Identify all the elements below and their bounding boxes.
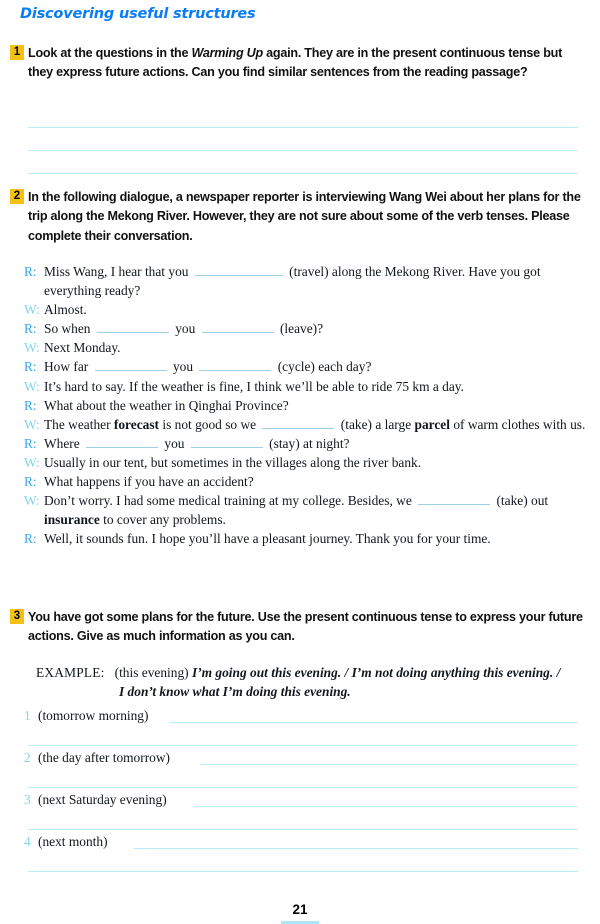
page-number-box bbox=[281, 901, 319, 924]
prompt-label: (the day after tomorrow) bbox=[38, 750, 170, 765]
fill-in-blank[interactable] bbox=[418, 492, 490, 505]
answer-line[interactable] bbox=[28, 829, 578, 830]
speaker-label-wangwei: W: bbox=[24, 416, 40, 432]
speaker-label-reporter: R: bbox=[24, 264, 37, 279]
speaker-label-wangwei: W: bbox=[24, 493, 40, 509]
dialogue-text: Where bbox=[44, 435, 84, 451]
dialogue-line bbox=[24, 434, 590, 453]
speaker-label-reporter: R: bbox=[24, 359, 37, 375]
fill-in-blank[interactable] bbox=[97, 320, 169, 333]
dialogue-text: (take) out bbox=[493, 493, 549, 509]
speaker-label-wangwei: W: bbox=[24, 340, 40, 356]
prompt-number: 1 bbox=[24, 708, 31, 723]
answer-line[interactable] bbox=[200, 764, 578, 765]
answer-line[interactable] bbox=[28, 745, 578, 746]
fill-in-blank[interactable] bbox=[199, 358, 271, 371]
dialogue-text: of warm clothes with us. bbox=[449, 416, 586, 432]
dialogue-text: What about the weather in Qinghai Province? bbox=[44, 397, 289, 413]
dialogue-line bbox=[24, 396, 590, 415]
prompt-label: (next Saturday evening) bbox=[38, 792, 167, 807]
dialogue-text: What happens if you have an accident? bbox=[44, 474, 254, 490]
speaker-label-wangwei: W: bbox=[24, 302, 40, 318]
dialogue-line bbox=[24, 338, 590, 357]
fill-in-blank[interactable] bbox=[95, 358, 167, 371]
dialogue-text: (leave)? bbox=[276, 321, 324, 337]
dialogue-text: (cycle) each day? bbox=[274, 359, 372, 375]
example-block bbox=[36, 663, 588, 702]
dialogue-text: Miss Wang, I hear that you bbox=[44, 264, 192, 279]
exercise-3-instruction: You have got some plans for the future. Use the present continuous tense to express your future actions. Give as much information as you can. bbox=[28, 610, 583, 644]
dialogue-line bbox=[24, 262, 590, 300]
dialogue-text: you bbox=[161, 435, 188, 451]
dialogue-text: So when bbox=[44, 321, 94, 337]
dialogue-text: Usually in our tent, but sometimes in the villages along the river bank. bbox=[44, 454, 422, 470]
dialogue-text: Next Monday. bbox=[44, 340, 121, 356]
prompt-number: 3 bbox=[24, 792, 31, 807]
exercise-1 bbox=[10, 44, 590, 83]
dialogue-text: Almost. bbox=[44, 302, 87, 318]
speaker-label-wangwei: W: bbox=[24, 454, 40, 470]
dialogue-text: to cover any problems. bbox=[99, 512, 226, 528]
example-label: EXAMPLE: bbox=[36, 665, 105, 680]
dialogue-text: (take) a large bbox=[337, 416, 415, 432]
dialogue-line bbox=[24, 529, 590, 548]
exercise-1-text-after: again. They are in the present continuous tense but they express future actions. Can you find similar sentences from the reading passage? bbox=[28, 46, 563, 80]
example-answer-line-2: I don’t know what I’m doing this evening. bbox=[119, 684, 351, 700]
dialogue-line bbox=[24, 319, 590, 338]
answer-line[interactable] bbox=[28, 127, 578, 128]
keyword: forecast bbox=[113, 416, 159, 432]
answer-line[interactable] bbox=[28, 871, 578, 872]
dialogue-text: It’s hard to say. If the weather is fine, I think we’ll be able to ride 75 km a day. bbox=[44, 378, 464, 394]
dialogue-text: is not good so we bbox=[159, 416, 260, 432]
fill-in-blank[interactable] bbox=[191, 435, 263, 448]
exercise-number-badge: 2 bbox=[10, 189, 24, 204]
example-answer-line-1: I’m going out this evening. / I’m not doing anything this evening. / bbox=[191, 665, 561, 680]
speaker-label-reporter: R: bbox=[24, 531, 37, 547]
dialogue-text: you bbox=[171, 321, 199, 337]
exercise-number-badge: 3 bbox=[10, 609, 24, 624]
fill-in-blank[interactable] bbox=[195, 263, 283, 276]
dialogue-text: (stay) at night? bbox=[265, 435, 350, 451]
speaker-label-reporter: R: bbox=[24, 474, 37, 490]
speaker-label-reporter: R: bbox=[24, 321, 37, 337]
answer-line[interactable] bbox=[28, 150, 578, 151]
page-title: Discovering useful structures bbox=[20, 6, 256, 22]
dialogue-line bbox=[24, 377, 590, 396]
dialogue-line bbox=[24, 453, 590, 472]
dialogue-line bbox=[24, 415, 590, 434]
prompt-label: (tomorrow morning) bbox=[38, 708, 149, 723]
answer-line[interactable] bbox=[28, 173, 578, 174]
warming-up-reference: Warming Up bbox=[191, 46, 263, 60]
prompt-label: (next month) bbox=[38, 834, 108, 849]
dialogue-text: Don’t worry. I had some medical training at my college. Besides, we bbox=[44, 493, 416, 509]
dialogue-text: you bbox=[169, 359, 197, 375]
page-number: 21 bbox=[292, 902, 308, 917]
exercise-1-text-before: Look at the questions in the bbox=[28, 46, 192, 60]
speaker-label-wangwei: W: bbox=[24, 378, 40, 394]
dialogue-line bbox=[24, 491, 590, 529]
exercise-1-instruction bbox=[28, 44, 590, 83]
dialogue-line bbox=[24, 472, 590, 491]
dialogue-line bbox=[24, 357, 590, 376]
answer-line[interactable] bbox=[194, 806, 578, 807]
dialogue-list bbox=[24, 262, 590, 548]
keyword: insurance bbox=[44, 512, 100, 528]
answer-line[interactable] bbox=[28, 787, 578, 788]
fill-in-blank[interactable] bbox=[86, 435, 158, 448]
exercise-2-instruction: In the following dialogue, a newspaper reporter is interviewing Wang Wei about her plans for the trip along the Mekong River. However, they are not sure about some of the verb tenses. Please complete their conversation. bbox=[28, 190, 581, 243]
dialogue-text: (travel) along the Mekong River. Have you got everything ready? bbox=[44, 264, 541, 299]
dialogue-line bbox=[24, 300, 590, 319]
dialogue-text: Well, it sounds fun. I hope you’ll have a pleasant journey. Thank you for your time. bbox=[44, 531, 491, 547]
answer-line[interactable] bbox=[134, 848, 578, 849]
speaker-label-reporter: R: bbox=[24, 435, 37, 451]
prompt-number: 4 bbox=[24, 834, 31, 849]
dialogue-text: How far bbox=[44, 359, 92, 375]
prompt-number: 2 bbox=[24, 750, 31, 765]
example-cue: (this evening) bbox=[114, 665, 189, 680]
exercise-number-badge: 1 bbox=[10, 45, 24, 60]
exercise-3 bbox=[10, 608, 590, 647]
exercise-2 bbox=[10, 188, 590, 246]
keyword: parcel bbox=[414, 416, 450, 432]
answer-line[interactable] bbox=[170, 722, 578, 723]
fill-in-blank[interactable] bbox=[202, 320, 274, 333]
dialogue-text: The weather bbox=[44, 416, 114, 432]
speaker-label-reporter: R: bbox=[24, 397, 37, 413]
fill-in-blank[interactable] bbox=[262, 416, 334, 429]
